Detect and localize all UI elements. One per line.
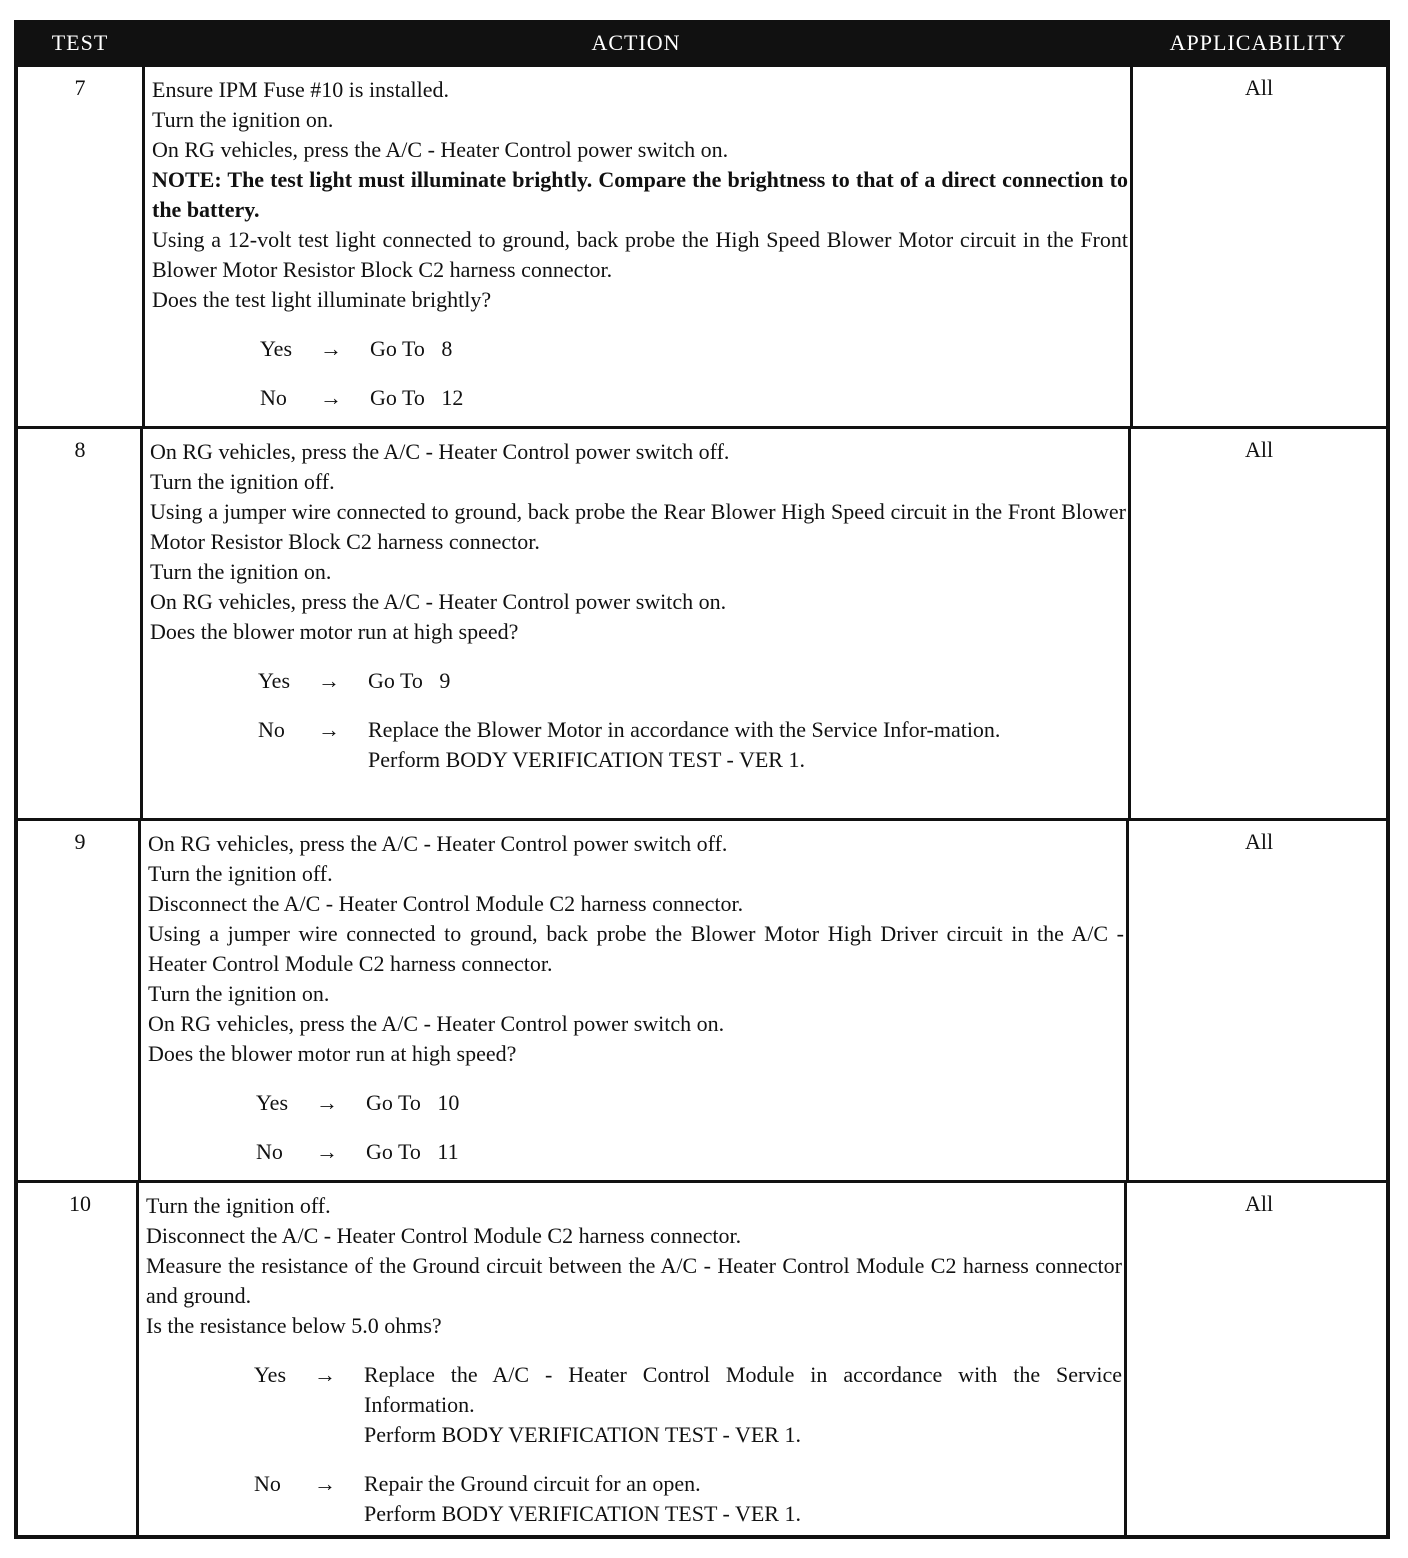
yes-outcome [148, 1088, 1124, 1118]
no-label: No [254, 1471, 281, 1496]
no-label: No [256, 1139, 283, 1164]
action-line: Turn the ignition off. [150, 469, 335, 494]
no-outcome [150, 715, 1126, 775]
no-outcome [152, 383, 1128, 413]
yes-outcome [152, 334, 1128, 364]
action-line: Turn the ignition on. [152, 107, 334, 132]
column-divider [140, 429, 143, 818]
action-line: Does the blower motor run at high speed? [150, 619, 519, 644]
test-row-10 [18, 1180, 1386, 1539]
arrow-icon: → [314, 1362, 336, 1387]
action-line: Does the blower motor run at high speed? [148, 1041, 517, 1066]
no-outcome [148, 1137, 1124, 1167]
arrow-icon: → [316, 1090, 338, 1115]
action-line: Measure the resistance of the Ground circuit between the A/C - Heater Control Module C2 harness connector and ground. [146, 1253, 1122, 1308]
applicability-cell: All [1244, 829, 1274, 854]
action-line: On RG vehicles, press the A/C - Heater Control power switch off. [148, 831, 728, 856]
column-divider [1126, 821, 1129, 1180]
column-divider [136, 1183, 139, 1539]
table-header [18, 24, 1386, 64]
yes-result: Go To 10 [366, 1090, 460, 1115]
header-test: TEST [51, 30, 109, 55]
column-divider [138, 821, 141, 1180]
applicability-cell: All [1244, 75, 1274, 100]
no-result: Perform BODY VERIFICATION TEST - VER 1. [368, 747, 805, 772]
test-row-9 [18, 818, 1386, 1180]
action-line: Using a jumper wire connected to ground, back probe the Blower Motor High Driver circuit in the A/C - Heater Control Module C2 harness connector. [148, 921, 1124, 976]
yes-result: Go To 8 [370, 336, 453, 361]
header-action: ACTION [591, 30, 681, 55]
action-line: Ensure IPM Fuse #10 is installed. [152, 77, 449, 102]
header-applicability: APPLICABILITY [1169, 30, 1347, 55]
action-line: Turn the ignition off. [146, 1193, 331, 1218]
no-outcome [146, 1469, 1122, 1529]
action-line: Turn the ignition on. [148, 981, 330, 1006]
no-result: Repair the Ground circuit for an open. [364, 1471, 701, 1496]
action-line: On RG vehicles, press the A/C - Heater Control power switch on. [150, 589, 727, 614]
yes-outcome [150, 666, 1126, 696]
column-divider [1130, 67, 1133, 426]
yes-result: Replace the A/C - Heater Control Module in accordance with the Service Information. [364, 1362, 1122, 1417]
action-line: On RG vehicles, press the A/C - Heater Control power switch on. [148, 1011, 725, 1036]
arrow-icon: → [314, 1471, 336, 1496]
action-cell [150, 437, 1126, 775]
column-divider [1128, 429, 1131, 818]
action-line: Turn the ignition on. [150, 559, 332, 584]
action-note: NOTE: The test light must illuminate brightly. Compare the brightness to that of a direct connection to the battery. [152, 167, 1128, 222]
arrow-icon: → [320, 336, 342, 361]
action-line: On RG vehicles, press the A/C - Heater Control power switch off. [150, 439, 730, 464]
no-result: Go To 11 [366, 1139, 459, 1164]
no-label: No [260, 385, 287, 410]
no-result: Replace the Blower Motor in accordance with the Service Infor-mation. [368, 717, 1001, 742]
yes-label: Yes [254, 1362, 287, 1387]
applicability-cell: All [1244, 1191, 1274, 1216]
arrow-icon: → [320, 385, 342, 410]
action-line: Using a 12-volt test light connected to ground, back probe the High Speed Blower Motor circuit in the Front Blower Motor Resistor Block C2 harness connector. [152, 227, 1128, 282]
arrow-icon: → [316, 1139, 338, 1164]
action-line: Turn the ignition off. [148, 861, 333, 886]
action-line: Does the test light illuminate brightly? [152, 287, 492, 312]
column-divider [142, 67, 145, 426]
action-line: On RG vehicles, press the A/C - Heater Control power switch on. [152, 137, 729, 162]
action-line: Using a jumper wire connected to ground, back probe the Rear Blower High Speed circuit in the Front Blower Motor Resistor Block C2 harness connector. [150, 499, 1126, 554]
action-line: Disconnect the A/C - Heater Control Module C2 harness connector. [148, 891, 744, 916]
yes-label: Yes [256, 1090, 289, 1115]
yes-result: Perform BODY VERIFICATION TEST - VER 1. [364, 1422, 801, 1447]
test-number: 7 [74, 75, 86, 100]
action-line: Is the resistance below 5.0 ohms? [146, 1313, 442, 1338]
yes-outcome [146, 1360, 1122, 1450]
action-cell [146, 1191, 1122, 1529]
yes-label: Yes [260, 336, 293, 361]
test-number: 8 [74, 437, 86, 462]
test-row-8 [18, 426, 1386, 818]
action-cell [148, 829, 1124, 1167]
diagnostic-test-table [14, 20, 1390, 1539]
yes-result: Go To 9 [368, 668, 451, 693]
no-result: Go To 12 [370, 385, 464, 410]
action-cell [152, 75, 1128, 413]
test-number: 9 [74, 829, 86, 854]
test-row-7 [18, 64, 1386, 426]
applicability-cell: All [1244, 437, 1274, 462]
action-line: Disconnect the A/C - Heater Control Module C2 harness connector. [146, 1223, 742, 1248]
no-result: Perform BODY VERIFICATION TEST - VER 1. [364, 1501, 801, 1526]
arrow-icon: → [318, 717, 340, 742]
yes-label: Yes [258, 668, 291, 693]
arrow-icon: → [318, 668, 340, 693]
no-label: No [258, 717, 285, 742]
column-divider [1124, 1183, 1127, 1539]
test-number: 10 [69, 1191, 91, 1216]
